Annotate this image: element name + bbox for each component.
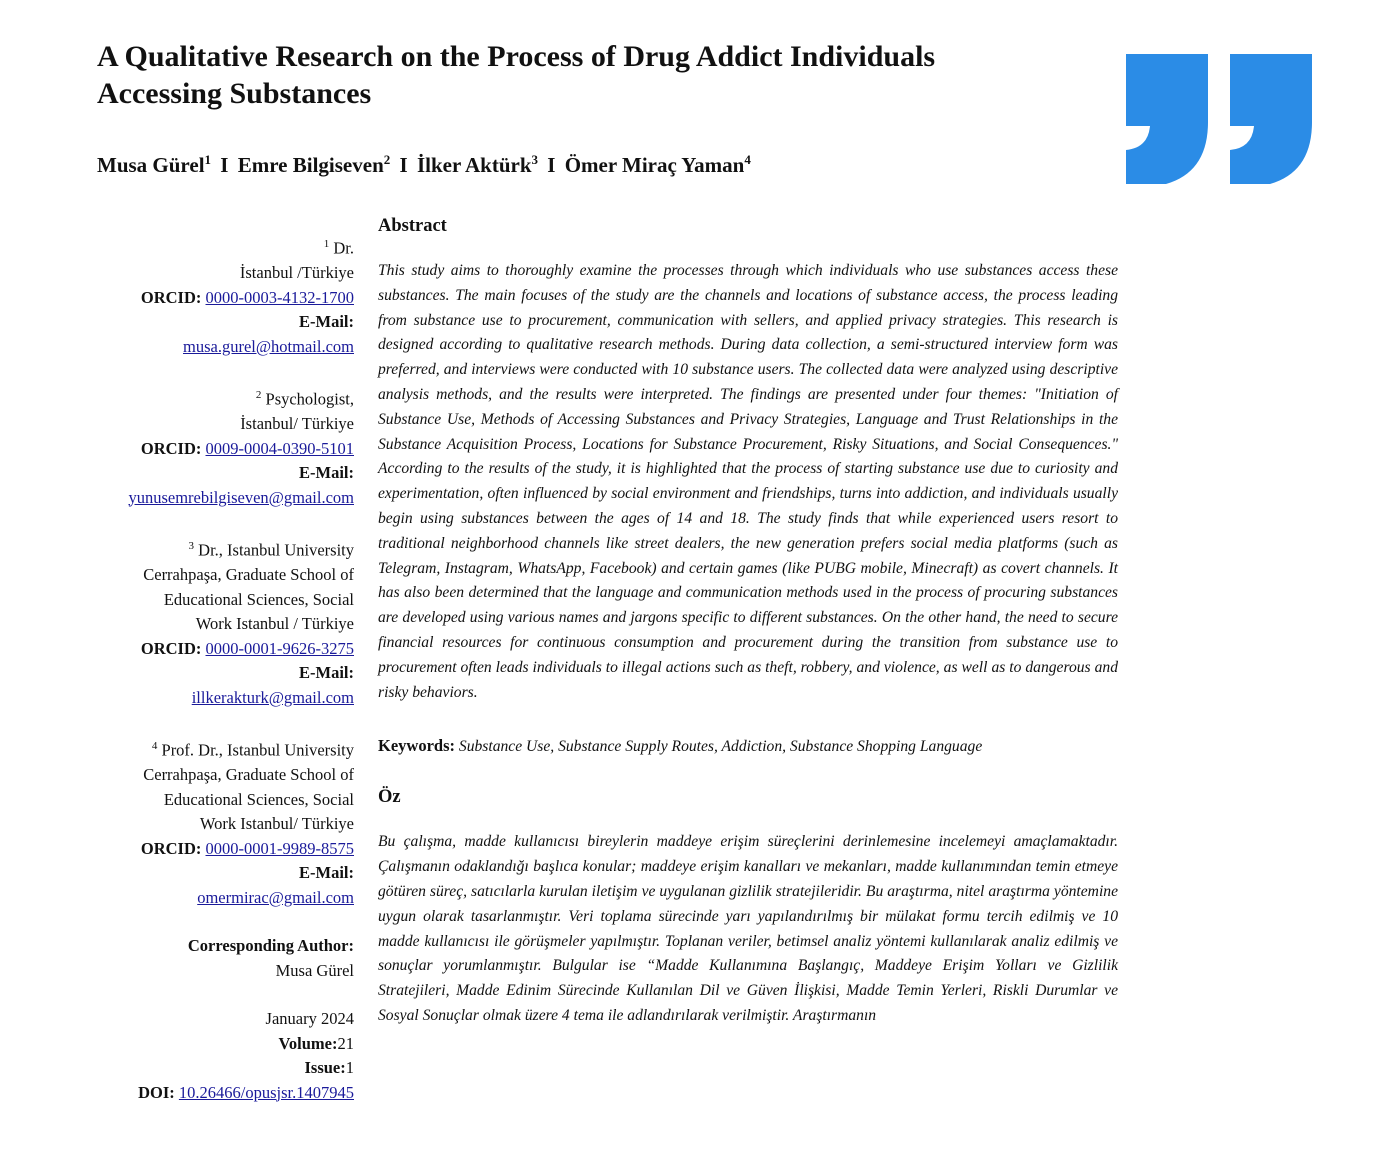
author-name: Musa Gürel [97, 153, 205, 177]
affiliation-sup: 1 [323, 238, 330, 250]
affiliation-title: Dr. [333, 238, 354, 258]
doi-line [90, 1081, 354, 1106]
abstract-heading: Abstract [378, 216, 447, 236]
oz-text: Bu çalışma, madde kullanıcısı bireylerin maddeye erişim süreçlerini derinlemesine incelemeyi amaçlamaktadır. Çalışmanın odaklandığı başlıca konular; maddeye erişim kanalları ve mekanları, madde kullanımından temin etmeye götüren süreç, satıcılarla kurulan iletişim ve uygulanan gizlilik stratejileridir. Bu araştırma, nitel araştırma yöntemine uygun olarak tasarlanmıştır. Veri toplama sürecinde yarı yapılandırılmış bir mülakat formu tercih edilmiş ve 10 madde kullanıcısı ile görüşmeler yapılmıştır. Toplanan veriler, betimsel analiz yöntemi kullanılarak analiz edilmiş ve sonuçlar yorumlanmıştır. Bulgular ise “Madde Kullanımına Başlangıç, Maddeye Erişim Yolları ve Gizlilik Stratejileri, Madde Edinim Sürecinde Kullanılan Dil ve Güven İlişkisi, Madde Temin Yerleri, Riskli Durumlar ve Sosyal Sonuçlar olmak üzere 4 tema ile adlandırılarak verilmiştir. Araştırmanın [378, 833, 1118, 1024]
volume-line [90, 1032, 354, 1057]
affiliation-line: Educational Sciences, Social [163, 789, 354, 809]
affiliation-line: Work Istanbul / Türkiye [195, 614, 354, 633]
oz-heading: Öz [378, 787, 401, 808]
author-sup: 2 [383, 152, 391, 167]
author-separator: I [547, 153, 556, 177]
author-info-sidebar [90, 232, 354, 1129]
corresponding-name: Musa Gürel [275, 960, 354, 980]
affiliation-line [90, 734, 354, 763]
email-label: E-Mail: [299, 312, 354, 331]
issue-label: Issue: [304, 1058, 346, 1077]
affiliation-line [90, 534, 354, 563]
keywords-value: Substance Use, Substance Supply Routes, Addiction, Substance Shopping Language [458, 738, 983, 756]
author-name: Ömer Miraç Yaman [564, 153, 745, 177]
doi-label: DOI: [138, 1082, 175, 1102]
author-info-4 [90, 734, 354, 910]
orcid-link[interactable]: 0000-0001-9989-8575 [205, 838, 354, 858]
author-separator: I [220, 153, 229, 177]
doi-link[interactable]: 10.26466/opusjsr.1407945 [178, 1082, 354, 1102]
email-link[interactable]: yunusemrebilgiseven@gmail.com [128, 487, 354, 507]
author-list [97, 146, 1097, 179]
author-name: Emre Bilgiseven [237, 153, 384, 177]
keywords-line [378, 734, 1118, 759]
volume-value: 21 [337, 1033, 354, 1053]
affiliation-line: Cerrahpaşa, Graduate School of [143, 765, 354, 784]
orcid-label: ORCID: [140, 438, 202, 458]
email-label: E-Mail: [299, 663, 354, 682]
affiliation-location: İstanbul/ Türkiye [240, 414, 354, 433]
paper-title [97, 38, 1097, 112]
email-link[interactable]: illkerakturk@gmail.com [191, 687, 354, 707]
affiliation-sup: 4 [151, 740, 158, 752]
orcid-line [90, 286, 354, 311]
email-label: E-Mail: [299, 863, 354, 882]
orcid-line [90, 637, 354, 662]
affiliation-title: Prof. Dr., Istanbul University [161, 740, 354, 760]
affiliation-title: Psychologist, [265, 389, 354, 409]
orcid-label: ORCID: [140, 287, 202, 307]
corresponding-author [90, 934, 354, 983]
title-line-2: Accessing Substances [97, 77, 372, 110]
title-line-1: A Qualitative Research on the Process of Drug Addict Individuals [97, 40, 936, 73]
author-name: İlker Aktürk [416, 153, 532, 177]
publication-info [90, 1007, 354, 1105]
orcid-label: ORCID: [140, 638, 202, 658]
closing-double-quote-icon [1126, 54, 1314, 184]
volume-label: Volume: [278, 1033, 338, 1053]
affiliation-sup: 3 [188, 540, 195, 552]
orcid-link[interactable]: 0000-0001-9626-3275 [205, 638, 354, 658]
affiliation-sup: 2 [255, 389, 262, 401]
orcid-line [90, 437, 354, 462]
orcid-link[interactable]: 0009-0004-0390-5101 [205, 438, 354, 458]
abstract-section [378, 213, 1118, 1029]
author-sup: 1 [204, 152, 212, 167]
email-label: E-Mail: [299, 463, 354, 482]
keywords-label: Keywords: [378, 736, 455, 756]
orcid-link[interactable]: 0000-0003-4132-1700 [205, 287, 354, 307]
email-link[interactable]: omermirac@gmail.com [197, 887, 354, 907]
affiliation-title: Dr., Istanbul University [198, 540, 354, 560]
affiliation-location: İstanbul /Türkiye [239, 263, 354, 282]
author-info-2 [90, 383, 354, 510]
issue-value: 1 [345, 1058, 354, 1077]
corresponding-label: Corresponding Author: [187, 936, 354, 955]
email-link[interactable]: musa.gurel@hotmail.com [183, 336, 354, 356]
orcid-line [90, 837, 354, 862]
affiliation-line [90, 232, 354, 261]
quote-mark-left [1126, 54, 1208, 184]
author-info-1 [90, 232, 354, 359]
abstract-text: This study aims to thoroughly examine the processes through which individuals who use substances access these substances. The main focuses of the study are the channels and locations of substance access, the process leading from substance use to procurement, communication with sellers, and applied privacy strategies. This research is designed according to qualitative research methods. During data collection, a semi-structured interview form was preferred, and interviews were conducted with 10 substance users. The collected data were analyzed using descriptive analysis methods, and the results were interpreted. The findings are presented under four themes: "Initiation of Substance Use, Methods of Accessing Substances and Privacy Strategies, Language and Trust Relationships in the Substance Acquisition Process, Locations for Substance Procurement, Risky Situations, and Social Consequences." According to the results of the study, it is highlighted that the process of starting substance use due to curiosity and experimentation, often influenced by social environment and friendships, turns into addiction, and individuals usually begin using substances between the ages of 14 and 18. The study finds that while experienced users resort to traditional neighborhood channels like street dealers, the new generation prefers social media platforms (such as Telegram, Instagram, WhatsApp, Facebook) and certain games (like PUBG mobile, Minecraft) as covert channels. It has also been determined that the language and communication methods used in the process of procuring substances are developed using various names and jargons specific to different substances. On the other hand, the need to secure financial resources for continuous consumption and procurement during the transition from substance use to procurement often leads individuals to illegal actions such as theft, robbery, and violence, as well as to dangerous and risky behaviors. [378, 262, 1118, 701]
orcid-label: ORCID: [140, 838, 202, 858]
publication-date: January 2024 [265, 1009, 354, 1028]
affiliation-line: Educational Sciences, Social [163, 589, 354, 609]
author-separator: I [399, 153, 408, 177]
quote-mark-right [1230, 54, 1312, 184]
affiliation-line [90, 383, 354, 412]
author-info-3 [90, 534, 354, 710]
issue-line [90, 1056, 354, 1081]
author-sup: 3 [531, 152, 538, 167]
affiliation-line: Cerrahpaşa, Graduate School of [143, 565, 354, 584]
author-sup: 4 [744, 152, 751, 167]
affiliation-line: Work Istanbul/ Türkiye [199, 814, 354, 833]
